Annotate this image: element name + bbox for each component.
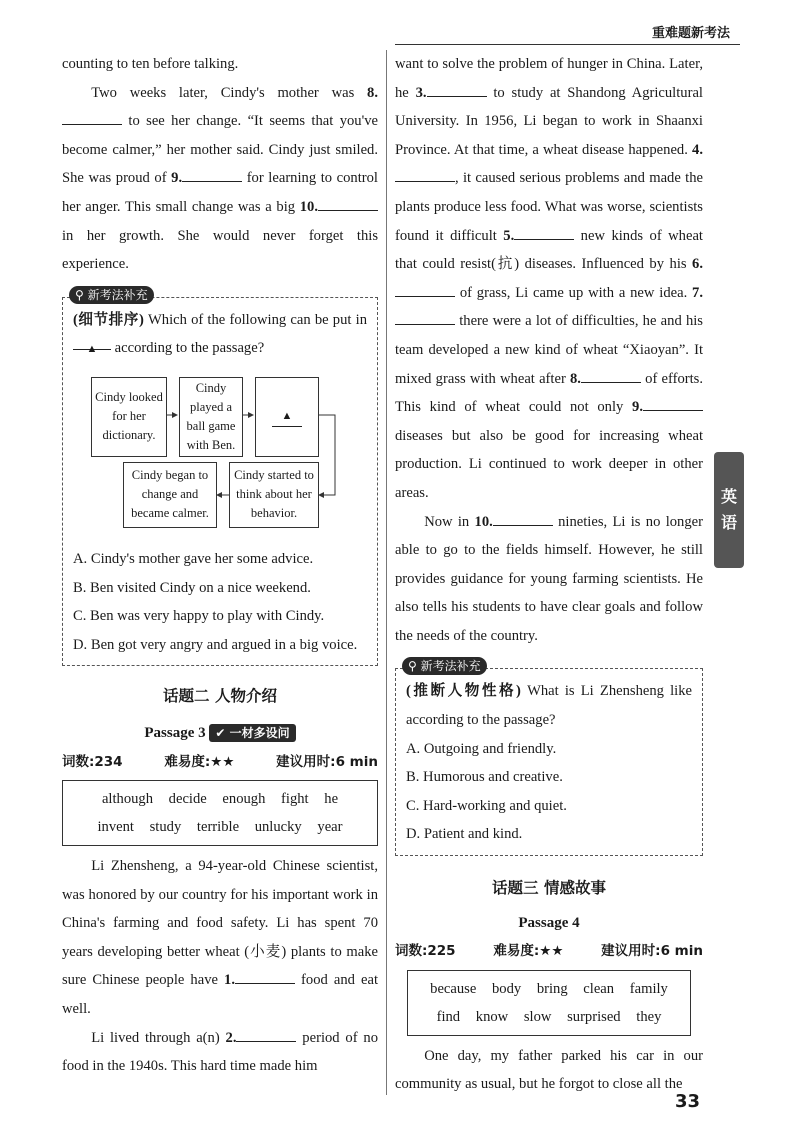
- word-bank-item: terrible: [196, 819, 240, 836]
- answer-blank[interactable]: [514, 224, 574, 240]
- option-d[interactable]: D. Ben got very angry and argued in a big voice.: [73, 636, 358, 653]
- paragraph: [62, 1024, 378, 1081]
- blank-number: 1.: [224, 972, 235, 989]
- blank-number: 4.: [692, 141, 703, 158]
- word-bank-item: know: [475, 1008, 509, 1025]
- word-count: 词数:234: [62, 753, 123, 770]
- word-bank-item: year: [317, 819, 343, 836]
- blank-number: 3.: [415, 84, 427, 101]
- side-tab-char: 英: [720, 487, 737, 506]
- answer-blank[interactable]: [235, 969, 295, 985]
- answer-blank[interactable]: [643, 396, 703, 412]
- page-number: 33: [674, 1091, 700, 1112]
- paragraph: counting to ten before talking.: [62, 56, 239, 72]
- blank-number: 8.: [367, 84, 378, 101]
- subject-side-tab: [714, 452, 744, 568]
- word-bank-item: body: [491, 980, 522, 997]
- supplement-box-sequence: [62, 287, 378, 667]
- word-bank-item: they: [636, 1008, 662, 1025]
- passage-title: Passage 4: [518, 914, 580, 931]
- word-bank-row: [71, 785, 369, 813]
- word-count: 词数:225: [395, 943, 456, 960]
- answer-blank[interactable]: [395, 310, 455, 326]
- blank-number: 5.: [503, 227, 515, 244]
- answer-blank[interactable]: [581, 367, 641, 383]
- supplement-tag: ⚲ 新考法补充: [402, 657, 487, 675]
- supplement-tag: ⚲ 新考法补充: [69, 286, 154, 304]
- paragraph: [62, 852, 378, 1024]
- text: want to solve the problem of hunger in China. Later, he: [395, 56, 703, 101]
- word-bank-item: fight: [281, 791, 309, 808]
- passage-title-text: Passage 3: [144, 724, 206, 741]
- word-bank: [62, 780, 378, 846]
- topic-heading: 话题三 情感故事: [492, 879, 606, 898]
- option-b[interactable]: B. Ben visited Cindy on a nice weekend.: [73, 579, 311, 596]
- text: Li Zhensheng, a 94-year-old Chinese scientist, was honored by our country for his important work in China's farming and food safety. Li has spent 70 years developing better wheat (小麦) plants to make sure Chinese people have: [62, 858, 378, 989]
- text: for learning to control her anger. This small change was a big: [62, 170, 378, 215]
- column-divider: [386, 50, 387, 1095]
- sequence-flowchart: [73, 367, 367, 539]
- blank-number: 9.: [632, 399, 643, 416]
- word-bank-item: because: [430, 980, 477, 997]
- text: Now in: [424, 513, 475, 530]
- right-column: [395, 50, 703, 1099]
- flow-step-2: Cindy played a ball game with Ben.: [179, 377, 243, 457]
- blank-number: 10.: [299, 198, 318, 215]
- paragraph: [395, 508, 703, 651]
- question: [406, 677, 692, 734]
- text: food and eat well.: [62, 972, 378, 1018]
- difficulty: 难易度:★★: [164, 753, 235, 770]
- word-bank: [407, 970, 691, 1036]
- question: [73, 306, 367, 363]
- question-category: (推断人物性格): [406, 683, 521, 700]
- option-d[interactable]: D. Patient and kind.: [406, 826, 523, 843]
- answer-blank[interactable]: [236, 1026, 296, 1042]
- text: in her growth. She would never forget this experience.: [62, 227, 378, 273]
- text: to see her change. “It seems that you've become calmer,” her mother said. Cindy just smiled. She was proud of: [62, 113, 378, 187]
- paragraph: [395, 50, 703, 508]
- answer-blank[interactable]: [427, 81, 487, 97]
- word-bank-item: enough: [222, 791, 266, 808]
- side-tab-char: 语: [720, 513, 737, 532]
- blank-number: 10.: [474, 513, 493, 530]
- question-category: (细节排序): [73, 311, 144, 328]
- answer-blank[interactable]: [395, 167, 455, 183]
- word-bank-item: slow: [523, 1008, 552, 1025]
- supplement-box-character: [395, 659, 703, 856]
- word-bank-item: family: [629, 980, 668, 997]
- difficulty: 难易度:★★: [493, 943, 564, 960]
- passage-title: [62, 719, 378, 748]
- word-bank-item: study: [149, 819, 182, 836]
- passage-meta: [62, 748, 378, 777]
- passage-meta: [395, 937, 703, 966]
- text: period of no food in the 1940s. This hard time made him: [62, 1029, 378, 1075]
- word-bank-item: clean: [583, 980, 615, 997]
- answer-blank[interactable]: [395, 281, 455, 297]
- text: Which of the following can be put in: [143, 311, 367, 328]
- word-bank-row: [416, 1003, 682, 1031]
- blank-number: 8.: [570, 370, 581, 387]
- running-header: 重难题新考法: [651, 26, 730, 41]
- word-bank-item: surprised: [567, 1008, 621, 1025]
- text: Li lived through a(n): [91, 1029, 226, 1046]
- answer-blank[interactable]: [493, 510, 553, 526]
- flow-step-5: Cindy began to change and became calmer.: [123, 462, 217, 528]
- option-a[interactable]: A. Cindy's mother gave her some advice.: [73, 550, 314, 567]
- blank-number: 6.: [692, 256, 703, 273]
- word-bank-item: although: [101, 791, 154, 808]
- option-c[interactable]: C. Hard-working and quiet.: [406, 797, 567, 814]
- word-bank-item: he: [324, 791, 339, 808]
- triangle-marker: ▲: [86, 343, 98, 356]
- option-c[interactable]: C. Ben was very happy to play with Cindy.: [73, 608, 325, 625]
- text: there were a lot of difficulties, he and his team developed a new kind of wheat “Xiaoyan”. It mixed grass with wheat after: [395, 313, 703, 387]
- triangle-marker: ▲: [272, 407, 303, 427]
- left-column: [62, 50, 378, 1081]
- blank-number: 9.: [171, 170, 183, 187]
- blank-number: 2.: [225, 1029, 237, 1046]
- multi-question-badge: ✔ 一材多设问: [209, 724, 295, 742]
- word-bank-item: find: [436, 1008, 461, 1025]
- text: nineties, Li is no longer able to go to the fields himself. However, he still provides guidance for young farming scientists. He also tells his students to have clear goals and follow the needs of the country.: [395, 513, 703, 644]
- question-blank: [73, 334, 111, 356]
- answer-blank[interactable]: [62, 110, 122, 126]
- supplement-tag-label: 新考法补充: [87, 287, 148, 302]
- supplement-tag-label: 新考法补充: [420, 659, 481, 674]
- word-bank-item: bring: [536, 980, 568, 997]
- suggested-time: 建议用时:6 min: [601, 943, 703, 960]
- text: , it caused serious problems and made the plants produce less food. What was worse, scientists found it difficult: [395, 170, 703, 244]
- word-bank-item: decide: [168, 791, 207, 808]
- text: What is Li Zhensheng like according to the passage?: [406, 683, 692, 729]
- word-bank-item: unlucky: [254, 819, 302, 836]
- text: Two weeks later, Cindy's mother was: [91, 84, 368, 101]
- option-a[interactable]: A. Outgoing and friendly.: [406, 740, 557, 757]
- answer-blank[interactable]: [318, 195, 378, 211]
- flow-step-1: Cindy looked for her dictionary.: [91, 377, 167, 457]
- suggested-time: 建议用时:6 min: [276, 753, 378, 770]
- text: diseases but also be good for increasing wheat production. Li continued to work deeper in other areas.: [395, 427, 703, 501]
- blank-number: 7.: [692, 284, 703, 301]
- word-bank-row: [71, 813, 369, 841]
- text: to study at Shandong Agricultural University. In 1956, Li began to work in Shaanxi Province. At that time, a wheat disease happened.: [395, 84, 703, 158]
- flow-step-3-blank: [255, 377, 319, 457]
- text: new kinds of wheat that could resist(抗) diseases. Influenced by his: [395, 227, 703, 273]
- answer-blank[interactable]: [182, 167, 242, 183]
- option-b[interactable]: B. Humorous and creative.: [406, 769, 563, 786]
- header-rule: [395, 44, 740, 45]
- word-bank-row: [416, 975, 682, 1003]
- paragraph: One day, my father parked his car in our community as usual, but he forgot to close all the: [395, 1047, 703, 1093]
- flow-step-4: Cindy started to think about her behavior.: [229, 462, 319, 528]
- topic-heading: 话题二 人物介绍: [163, 687, 277, 706]
- text: according to the passage?: [111, 340, 265, 357]
- paragraph: [62, 79, 378, 279]
- word-bank-item: invent: [97, 819, 134, 836]
- text: of efforts. This kind of wheat could not only: [395, 370, 703, 416]
- text: of grass, Li came up with a new idea.: [455, 284, 693, 301]
